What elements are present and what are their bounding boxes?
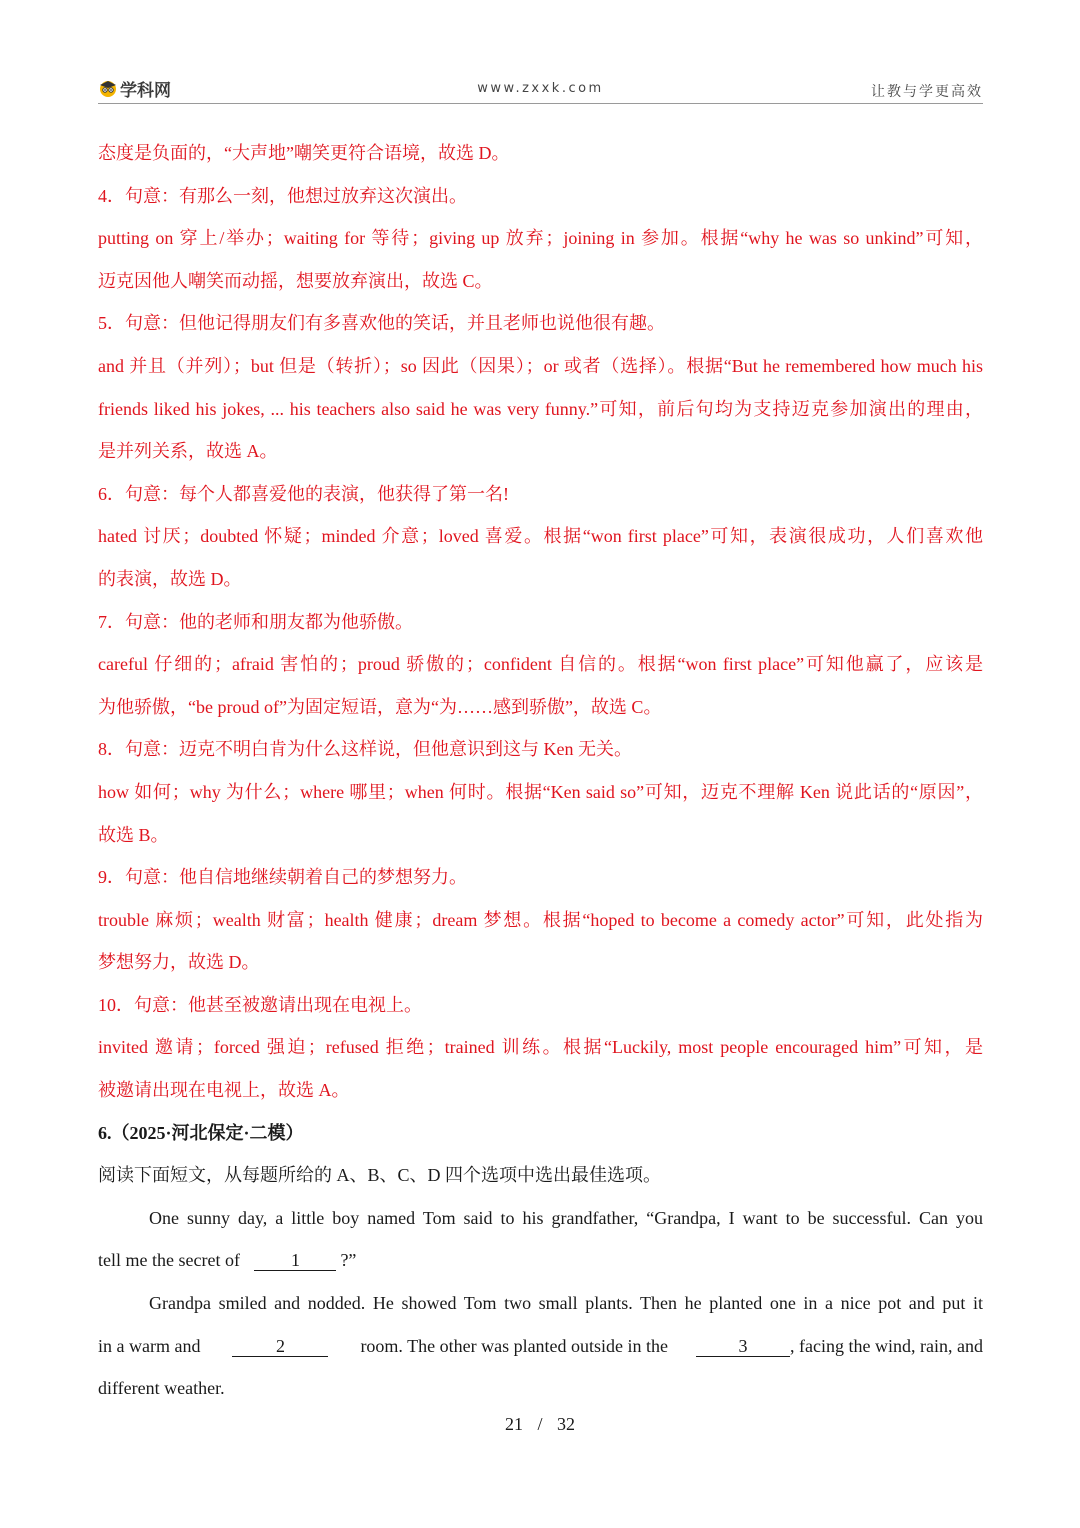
passage-line: Grandpa smiled and nodded. He showed Tom two small plants. Then he planted one in a nice pot and put it <box>149 1293 983 1314</box>
passage-text: ?” <box>340 1250 357 1271</box>
explanation-line: 梦想努力，故选 D。 <box>98 952 260 973</box>
passage-text: in a warm and <box>98 1335 201 1356</box>
passage-text: tell me the secret of <box>98 1250 240 1271</box>
explanation-line: 5．句意：但他记得朋友们有多喜欢他的笑话，并且老师也说他很有趣。 <box>98 313 665 334</box>
explanation-line: 4．句意：有那么一刻，他想过放弃这次演出。 <box>98 185 467 206</box>
explanation-line: 9．句意：他自信地继续朝着自己的梦想努力。 <box>98 867 467 888</box>
page-separator: / <box>537 1414 543 1434</box>
explanation-line: 是并列关系，故选 A。 <box>98 441 278 462</box>
explanation-line: 迈克因他人嘲笑而动摇，想要放弃演出，故选 C。 <box>98 270 493 291</box>
page-number <box>0 1414 1080 1435</box>
header-url: www.zxxk.com <box>477 81 604 96</box>
explanation-line: and 并且（并列）；but 但是（转折）；so 因此（因果）；or 或者（选择）。根据“But he remembered how much his <box>98 355 983 376</box>
explanation-line: 故选 B。 <box>98 824 169 845</box>
blank-3: 3 <box>696 1336 790 1357</box>
passage-text: , facing the wind, rain, and <box>790 1335 983 1356</box>
passage-text: room. The other was planted outside in the <box>360 1335 669 1356</box>
blank-2: 2 <box>232 1336 328 1357</box>
explanation-line: invited 邀请；forced 强迫；refused 拒绝；trained 训练。根据“Luckily, most people encouraged him”可知，是 <box>98 1037 983 1058</box>
explanation-line: 10．句意：他甚至被邀请出现在电视上。 <box>98 994 422 1015</box>
question-instruction: 阅读下面短文，从每题所给的 A、B、C、D 四个选项中选出最佳选项。 <box>98 1165 662 1186</box>
explanation-line: 被邀请出现在电视上，故选 A。 <box>98 1080 350 1101</box>
explanation-line: putting on 穿上/举办；waiting for 等待；giving up 放弃；joining in 参加。根据“why he was so unkind”可知， <box>98 228 983 249</box>
explanation-line: 8．句意：迈克不明白肯为什么这样说，但他意识到这与 Ken 无关。 <box>98 739 632 760</box>
explanation-line: 态度是负面的，“大声地”嘲笑更符合语境，故选 D。 <box>98 143 510 163</box>
explanation-line: hated 讨厌；doubted 怀疑；minded 介意；loved 喜爱。根据“won first place”可知，表演很成功，人们喜欢他 <box>98 526 983 547</box>
question-heading: 6.（2025·河北保定·二模） <box>98 1122 304 1143</box>
explanation-line: 的表演，故选 D。 <box>98 568 242 589</box>
passage-line: different weather. <box>98 1378 225 1399</box>
explanation-line: friends liked his jokes, ... his teachers also said he was very funny.”可知，前后句均为支持迈克参加演出的理由， <box>98 398 983 419</box>
blank-1: 1 <box>254 1250 336 1271</box>
passage-line <box>98 1239 983 1282</box>
explanation-line: 为他骄傲，“be proud of”为固定短语，意为“为……感到骄傲”，故选 C。 <box>98 696 662 717</box>
passage-line: One sunny day, a little boy named Tom said to his grandfather, “Grandpa, I want to be successful. Can you <box>149 1207 983 1228</box>
explanation-line: careful 仔细的；afraid 害怕的；proud 骄傲的；confident 自信的。根据“won first place”可知他赢了，应该是 <box>98 654 983 675</box>
page-header <box>98 74 983 104</box>
page-total: 32 <box>557 1414 575 1434</box>
logo-text: 学科网 <box>120 80 171 101</box>
passage-line <box>98 1325 983 1368</box>
passage-fragment <box>696 1325 983 1368</box>
document-body <box>98 132 983 1410</box>
page-current: 21 <box>504 1414 523 1434</box>
header-slogan: 让教与学更高效 <box>871 84 983 100</box>
explanation-line: 6．句意：每个人都喜爱他的表演，他获得了第一名! <box>98 483 509 504</box>
explanation-line: 7．句意：他的老师和朋友都为他骄傲。 <box>98 611 413 632</box>
explanation-line: trouble 麻烦；wealth 财富；health 健康；dream 梦想。根据“hoped to become a comedy actor”可知，此处指为 <box>98 909 983 930</box>
explanation-line: how 如何；why 为什么；where 哪里；when 何时。根据“Ken said so”可知，迈克不理解 Ken 说此话的“原因”， <box>98 781 983 802</box>
